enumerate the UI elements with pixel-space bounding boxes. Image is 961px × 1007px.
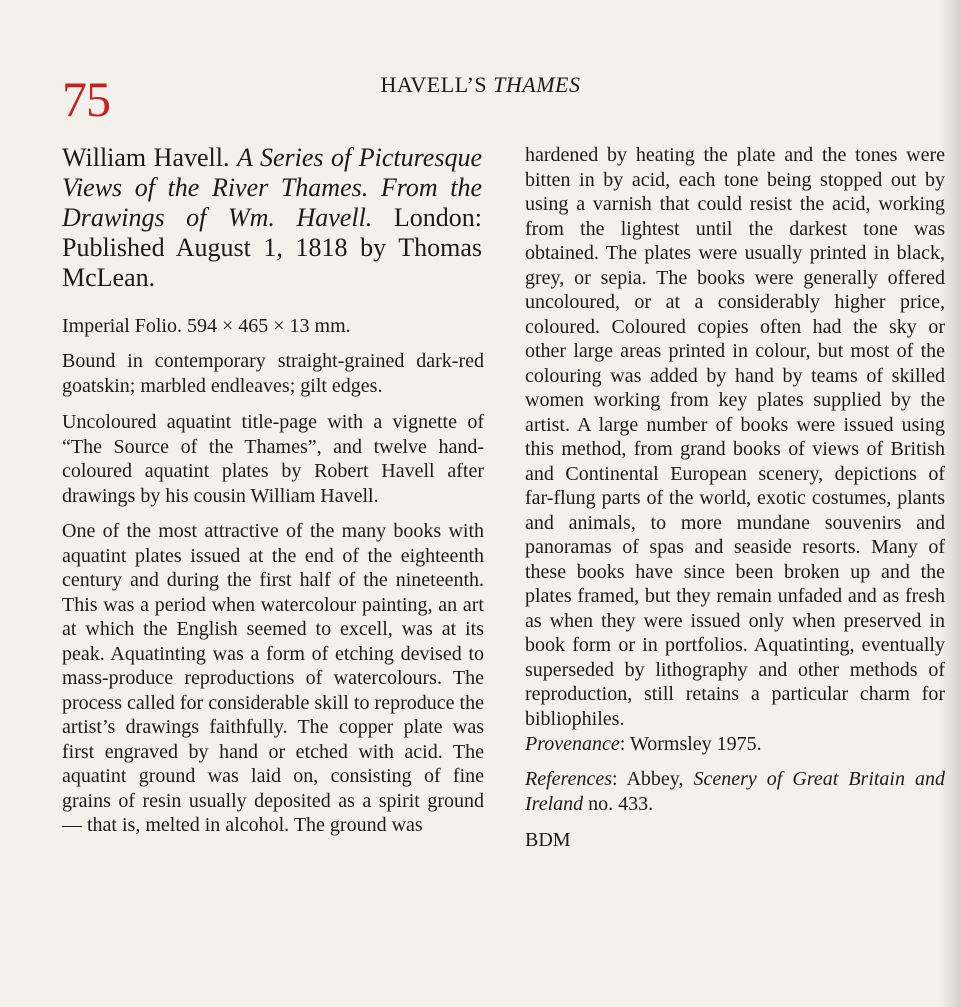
references-line <box>525 767 945 816</box>
title-imprint: London: Published August 1, 1818 by Thomas McLean. <box>62 203 483 292</box>
provenance-value: : Wormsley 1975. <box>619 733 762 755</box>
running-head-title: THAMES <box>493 72 581 97</box>
format-line: Imperial Folio. 594 × 465 × 13 mm. <box>62 315 351 337</box>
catalogue-title <box>62 143 482 293</box>
essay-left-column: One of the most attractive of the many books with aquatint plates issued at the end of the eighteenth century and during the first half of the nineteenth. This was a period when watercolour painting, an art at which the English seemed to excell, was at its peak. Aquatinting was a form of etching devised to mass-produce reproductions of watercolours. The process called for considerable skill to reproduce the artist’s drawings faithfully. The copper plate was first engraved by hand or etched with acid. The aquatint ground was laid on, consisting of fine grains of resin usually deposited as a spirit ground — that is, melted in alcohol. The ground was <box>62 520 484 836</box>
provenance-line <box>525 732 945 757</box>
running-head <box>0 72 961 98</box>
references-prefix: : Abbey, <box>611 768 694 790</box>
title-author: William Havell. <box>62 143 238 172</box>
title-work: A Series of Picturesque Views of the River Thames. From the Drawings of Wm. Havell. <box>62 143 482 232</box>
references-label: References <box>525 768 612 790</box>
contents-description: Uncoloured aquatint title-page with a vignette of “The Source of the Thames”, and twelve hand-coloured aquatint plates by Robert Havell after drawings by his cousin William Havell. <box>62 411 484 507</box>
entry-number: 75 <box>62 71 110 127</box>
running-head-prefix: HAVELL’S <box>380 72 494 97</box>
references-work: Scenery of Great Britain and Ireland <box>525 768 945 815</box>
references-suffix: no. 433. <box>583 792 654 815</box>
binding-description: Bound in contemporary straight-grained dark-red goatskin; marbled endleaves; gilt edges. <box>62 350 484 397</box>
provenance-label: Provenance <box>525 733 620 755</box>
essay-right-column: hardened by heating the plate and the tones were bitten in by acid, each tone being stopped out by using a varnish that could resist the acid, working from the lightest until the darkest tone was obtained. The plates were usually printed in black, grey, or sepia. The books were generally offered uncoloured, or at a considerably higher price, coloured. Coloured copies often had the sky or other large areas printed in colour, but most of the colouring was added by hand by teams of skilled women working from key plates supplied by the artist. A large number of books were issued using this method, from grand books of views of British and Continental European scenery, depictions of far-flung parts of the world, exotic costumes, plants and animals, to more mundane souvenirs and panoramas of spas and seaside resorts. Many of these books have since been broken up and the plates framed, but they remain unfaded and as fresh as when they were issued only when preserved in book form or in portfolios. Aquatinting, eventually superseded by lithography and other methods of reproduction, still retains a particular charm for bibliophiles. <box>525 144 945 730</box>
author-initials: BDM <box>525 829 571 851</box>
